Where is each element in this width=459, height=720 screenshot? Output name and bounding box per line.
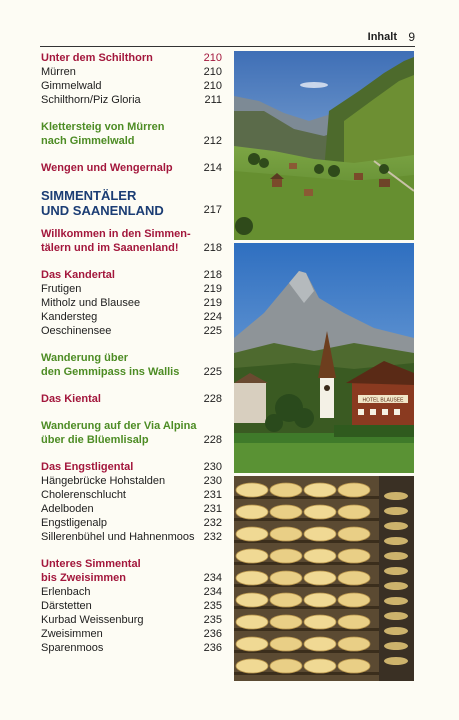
toc-chapter-unteres-simmental[interactable]	[41, 557, 222, 585]
entry-label: Cholerenschlucht	[41, 489, 126, 501]
route-page: 212	[203, 135, 222, 147]
entry-label: Mitholz und Blausee	[41, 297, 141, 309]
chapter-title: Unter dem Schilthorn	[41, 52, 153, 64]
toc-entry[interactable]	[41, 516, 222, 530]
chapter-title-line1: Unteres Simmental	[41, 558, 141, 570]
toc-entry[interactable]	[41, 93, 222, 107]
region-title-line1: SIMMENTÄLER	[41, 188, 137, 203]
hotel-sign: HOTEL BLAUSEE	[362, 397, 404, 404]
photo-cheese-cellar	[234, 476, 414, 681]
cheese-wheel	[384, 537, 408, 545]
entry-page: 234	[203, 586, 222, 598]
toc-entry[interactable]	[41, 282, 222, 296]
entry-page: 232	[203, 531, 222, 543]
entry-page: 235	[203, 600, 222, 612]
entry-label: Sparenmoos	[41, 642, 104, 654]
entry-label: Frutigen	[41, 283, 82, 295]
chapter-page: 228	[203, 393, 222, 405]
cheese-wheel	[304, 549, 336, 563]
route-title-line1: Wanderung auf der Via Alpina	[41, 420, 197, 432]
entry-page: 219	[203, 297, 222, 309]
toc-chapter-wengen[interactable]	[41, 161, 222, 175]
chapter-title: Das Kandertal	[41, 269, 115, 281]
valley-illustration	[234, 51, 414, 240]
left-building	[234, 373, 268, 423]
toc-entry[interactable]	[41, 324, 222, 338]
photo-column	[234, 51, 414, 681]
cheese-wheel	[304, 593, 336, 607]
cheese-wheel	[236, 571, 268, 585]
cheese-wheel	[338, 593, 370, 607]
entry-page: 211	[204, 94, 222, 106]
route-page: 225	[203, 366, 222, 378]
entry-page: 230	[203, 475, 222, 487]
toc-route-via-alpina[interactable]	[41, 419, 222, 447]
route-title-line2: nach Gimmelwald	[41, 135, 135, 147]
chapter-title-line2: tälern und im Saanenland!	[41, 242, 179, 254]
chapter-page: 230	[203, 461, 222, 473]
entry-page: 236	[203, 628, 222, 640]
toc-entry[interactable]	[41, 627, 222, 641]
toc-chapter-engstligental[interactable]	[41, 460, 222, 474]
church-illustration	[234, 243, 414, 473]
section-title: Inhalt	[367, 31, 397, 43]
chapter-title: Wengen und Wengernalp	[41, 162, 173, 174]
entry-label: Engstligenalp	[41, 517, 108, 529]
chapter-title-line2: bis Zweisimmen	[41, 572, 126, 584]
cheese-wheel	[236, 659, 268, 673]
toc-entry[interactable]	[41, 613, 222, 627]
entry-label: Oeschinensee	[41, 325, 112, 337]
cheese-wheel	[384, 582, 408, 590]
chapter-title-line1: Willkommen in den Simmen-	[41, 228, 191, 240]
cheese-wheel	[338, 571, 370, 585]
cheese-wheel	[304, 571, 336, 585]
route-title-line1: Klettersteig von Mürren	[41, 121, 165, 133]
cheese-wheel	[338, 615, 370, 629]
cheese-wheel	[304, 505, 336, 519]
cheese-wheel	[270, 593, 302, 607]
cheese-wheel	[384, 612, 408, 620]
toc-chapter-kiental[interactable]	[41, 392, 222, 406]
cheese-wheel	[236, 483, 268, 497]
toc-region-simmentaeler[interactable]	[41, 188, 222, 218]
photo-alpine-valley	[234, 51, 414, 240]
entry-label: Därstetten	[41, 600, 92, 612]
cheese-wheel	[384, 597, 408, 605]
cheese-wheel	[236, 615, 268, 629]
entry-label: Kandersteg	[41, 311, 98, 323]
chapter-page: 214	[203, 162, 222, 174]
cheese-wheel	[270, 527, 302, 541]
cheese-wheel	[338, 637, 370, 651]
cheese-wheel	[270, 659, 302, 673]
entry-page: 219	[203, 283, 222, 295]
page-number: 9	[408, 30, 415, 44]
cheese-wheel	[304, 615, 336, 629]
cheese-wheel	[384, 522, 408, 530]
cheese-illustration	[234, 476, 414, 681]
route-page: 228	[203, 434, 222, 446]
entry-page: 235	[203, 614, 222, 626]
cheese-wheel	[270, 483, 302, 497]
toc-entry[interactable]	[41, 474, 222, 488]
toc-entry[interactable]	[41, 310, 222, 324]
entry-label: Gimmelwald	[41, 80, 102, 92]
entry-page: 210	[203, 66, 222, 78]
entry-label: Mürren	[41, 66, 76, 78]
cheese-wheel	[270, 549, 302, 563]
toc-entry[interactable]	[41, 599, 222, 613]
cheese-wheel	[384, 507, 408, 515]
toc-entry[interactable]	[41, 641, 222, 655]
cheese-wheel	[236, 637, 268, 651]
table-of-contents	[41, 51, 222, 655]
cheese-wheel	[338, 483, 370, 497]
cheese-wheel	[384, 627, 408, 635]
route-title-line2: den Gemmipass ins Wallis	[41, 366, 180, 378]
entry-page: 232	[203, 517, 222, 529]
toc-chapter-schilthorn[interactable]	[41, 51, 222, 65]
cheese-wheel	[384, 552, 408, 560]
entry-page: 210	[203, 80, 222, 92]
entry-page: 231	[203, 503, 222, 515]
cheese-wheel	[338, 549, 370, 563]
cheese-wheel	[236, 527, 268, 541]
toc-chapter-willkommen[interactable]	[41, 227, 222, 255]
cheese-wheel	[384, 492, 408, 500]
entry-label: Sillerenbühel und Hahnenmoos	[41, 531, 195, 543]
cheese-wheel	[304, 527, 336, 541]
cheese-wheel	[270, 505, 302, 519]
entry-label: Hängebrücke Hohstalden	[41, 475, 166, 487]
cheese-wheel	[304, 483, 336, 497]
entry-label: Erlenbach	[41, 586, 91, 598]
cheese-wheel	[304, 659, 336, 673]
toc-entry[interactable]	[41, 79, 222, 93]
toc-route-klettersteig[interactable]	[41, 120, 222, 148]
cheese-wheel	[236, 593, 268, 607]
route-title-line2: über die Blüemlisalp	[41, 434, 149, 446]
cheese-wheel	[236, 505, 268, 519]
entry-page: 224	[203, 311, 222, 323]
entry-label: Adelboden	[41, 503, 94, 515]
cheese-wheel	[338, 505, 370, 519]
cheese-wheel	[270, 571, 302, 585]
cheese-wheel	[384, 642, 408, 650]
chapter-title: Das Kiental	[41, 393, 101, 405]
cheese-wheel	[384, 567, 408, 575]
route-title-line1: Wanderung über	[41, 352, 128, 364]
chapter-page: 218	[203, 242, 222, 254]
cheese-wheel	[338, 527, 370, 541]
entry-label: Schilthorn/Piz Gloria	[41, 94, 141, 106]
toc-entry[interactable]	[41, 488, 222, 502]
chapter-page: 218	[203, 269, 222, 281]
cheese-wheel	[270, 615, 302, 629]
toc-entry[interactable]	[41, 296, 222, 310]
entry-label: Zweisimmen	[41, 628, 103, 640]
cheese-wheel	[304, 637, 336, 651]
chapter-title: Das Engstligental	[41, 461, 134, 473]
toc-entry[interactable]	[41, 65, 222, 79]
cheese-wheel	[270, 637, 302, 651]
chapter-page: 210	[203, 52, 222, 64]
toc-entry[interactable]	[41, 502, 222, 516]
page-header	[40, 30, 415, 47]
toc-chapter-kandertal[interactable]	[41, 268, 222, 282]
toc-entry[interactable]	[41, 530, 222, 544]
cheese-wheel	[384, 657, 408, 665]
region-page: 217	[203, 204, 222, 216]
photo-church-mountain	[234, 243, 414, 473]
entry-page: 231	[203, 489, 222, 501]
entry-page: 236	[203, 642, 222, 654]
region-title-line2: UND SAANENLAND	[41, 203, 164, 218]
toc-entry[interactable]	[41, 585, 222, 599]
entry-page: 225	[203, 325, 222, 337]
entry-label: Kurbad Weissenburg	[41, 614, 144, 626]
cheese-wheel	[338, 659, 370, 673]
chapter-page: 234	[203, 572, 222, 584]
toc-route-gemmipass[interactable]	[41, 351, 222, 379]
cheese-wheel	[236, 549, 268, 563]
